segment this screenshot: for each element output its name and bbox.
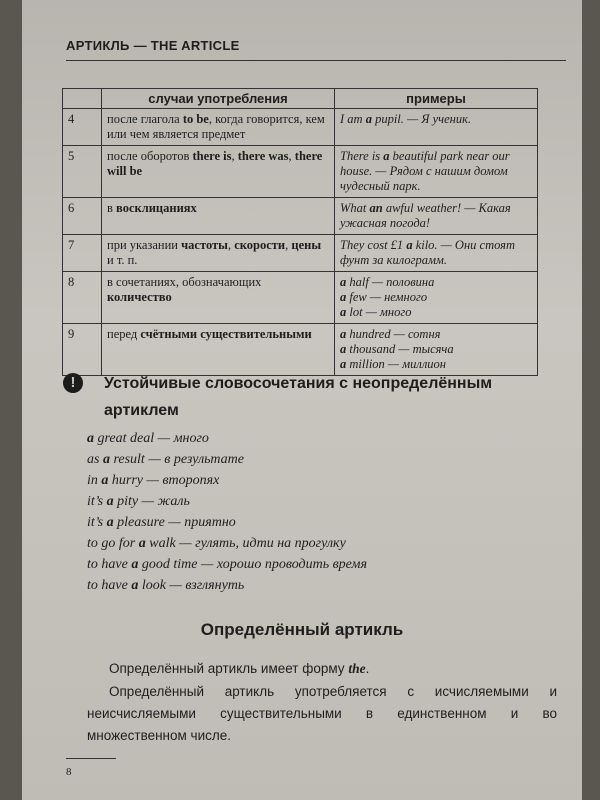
phrase-text: pity — жаль [113,494,190,509]
table-header-number [63,89,102,109]
row-number: 4 [63,109,102,146]
table-row [63,272,538,324]
usage-case [102,324,335,376]
example-line [340,305,532,320]
text-segment: kilo. — Они стоят фунт за килограмм. [340,238,516,267]
bold-term: a [340,275,347,289]
phrase-text: pleasure — приятно [113,515,236,530]
bold-term: a [406,238,413,252]
text-segment: , [227,238,235,252]
article-a: a [106,494,114,509]
article-a: a [102,452,110,467]
text-segment: и т. п. [107,253,138,267]
bold-term: there was [237,149,289,163]
usage-case [102,235,335,272]
text-segment: перед [107,327,141,341]
article-a: a [87,431,94,446]
bold-term: a [340,342,347,356]
table-header-row [63,89,538,109]
phrase-item [87,470,367,491]
paragraph-usage: Определённый артикль употребляется с исчисляемыми и неисчисляемыми существительными в единственном и во множественном числе. [87,684,557,743]
phrase-item [87,533,367,554]
example-line [340,275,532,290]
phrase-text: to have [87,557,132,572]
phrase-text: great deal — много [94,431,209,446]
example-line [340,112,532,127]
article-the: the [348,661,366,676]
usage-example [335,324,538,376]
text-segment: million — миллион [346,357,446,371]
example-line [340,149,532,194]
usage-example [335,235,538,272]
usage-example [335,146,538,198]
usage-case [102,146,335,198]
bold-term: цены [291,238,322,252]
usage-example [335,109,538,146]
phrase-item [87,512,367,533]
text-segment: beautiful park near our house. — Рядом с нашим домом чудесный парк. [340,149,510,193]
text-segment: , [288,149,295,163]
bold-term: an [369,201,383,215]
row-number: 5 [63,146,102,198]
article-a: a [106,515,114,530]
note-title: Устойчивые словосочетания с неопределённым артиклем [104,375,493,419]
phrase-item [87,449,367,470]
phrase-item [87,575,367,596]
phrase-text: it’s [87,494,107,509]
usage-example [335,272,538,324]
exclamation-icon: ! [63,373,83,393]
bold-term: a [340,357,347,371]
bold-term: a [383,149,390,163]
article-a: a [131,578,139,593]
text-segment: They cost £1 [340,238,407,252]
text-segment: lot — много [346,305,412,319]
footer-rule [66,758,116,759]
example-line [340,238,532,268]
text-segment: при указании [107,238,182,252]
header-rule [66,60,566,61]
bold-term: there is [192,149,232,163]
usage-table [62,88,538,376]
text-segment: , когда говорится, кем или чем является предмет [107,112,325,141]
text-segment: pupil. — Я ученик. [371,112,472,126]
text-segment: после оборотов [107,149,193,163]
bold-term: a [340,305,347,319]
bold-term: there will be [107,149,323,178]
table-row [63,235,538,272]
text-segment: What [340,201,370,215]
phrase-text: look — взглянуть [138,578,245,593]
usage-case [102,109,335,146]
example-line [340,327,532,342]
bold-term: a [365,112,372,126]
text-segment: в [107,201,117,215]
page-number: 8 [66,766,72,778]
text-segment: hundred — сотня [346,327,441,341]
table-row [63,198,538,235]
paragraph-form [87,658,557,680]
text-segment: few — немного [346,290,428,304]
table-row [63,146,538,198]
example-line [340,342,532,357]
usage-case [102,272,335,324]
example-line [340,201,532,231]
bold-term: скорости [234,238,286,252]
phrase-text: it’s [87,515,107,530]
bold-term: частоты [181,238,228,252]
text-segment: half — половина [346,275,435,289]
table-header-case: случаи употребления [102,89,335,109]
article-a: a [131,557,139,572]
phrase-text: in [87,473,102,488]
example-line [340,290,532,305]
phrase-text: walk — гулять, идти на прогулку [145,536,346,551]
row-number: 9 [63,324,102,376]
phrase-item [87,554,367,575]
row-number: 7 [63,235,102,272]
article-a: a [138,536,146,551]
phrase-text: as [87,452,103,467]
book-page [22,0,582,800]
text-segment: в сочетаниях, обозначающих [107,275,262,289]
paragraph-form-end: . [365,661,370,676]
text-segment: , [285,238,292,252]
phrase-item [87,491,367,512]
usage-example [335,198,538,235]
text-segment: thousand — тысяча [346,342,454,356]
table-row [63,109,538,146]
phrase-list [87,428,367,596]
text-segment: , [231,149,238,163]
bold-term: to be [182,112,209,126]
phrase-text: to go for [87,536,139,551]
text-segment: awful weather! — Какая ужасная погода! [340,201,511,230]
phrase-text: result — в результате [109,452,244,467]
bold-term: a [340,290,347,304]
bold-term: a [340,327,347,341]
bold-term: количество [107,290,172,304]
phrase-item [87,428,367,449]
row-number: 6 [63,198,102,235]
table-row [63,324,538,376]
running-head: АРТИКЛЬ — THE ARTICLE [66,38,240,53]
phrase-text: hurry — второпях [108,473,220,488]
paragraph-form-text: Определённый артикль имеет форму [109,661,349,676]
bold-term: восклицаниях [116,201,197,215]
text-segment: после глагола [107,112,183,126]
section-title: Определённый артикль [200,620,404,639]
text-segment: There is [340,149,384,163]
table-body [63,109,538,376]
table-header-examples: примеры [335,89,538,109]
phrase-text: good time — хорошо проводить время [138,557,367,572]
bold-term: счётными существительными [140,327,312,341]
text-segment: I am [340,112,366,126]
article-a: a [101,473,109,488]
phrase-text: to have [87,578,132,593]
row-number: 8 [63,272,102,324]
usage-case [102,198,335,235]
